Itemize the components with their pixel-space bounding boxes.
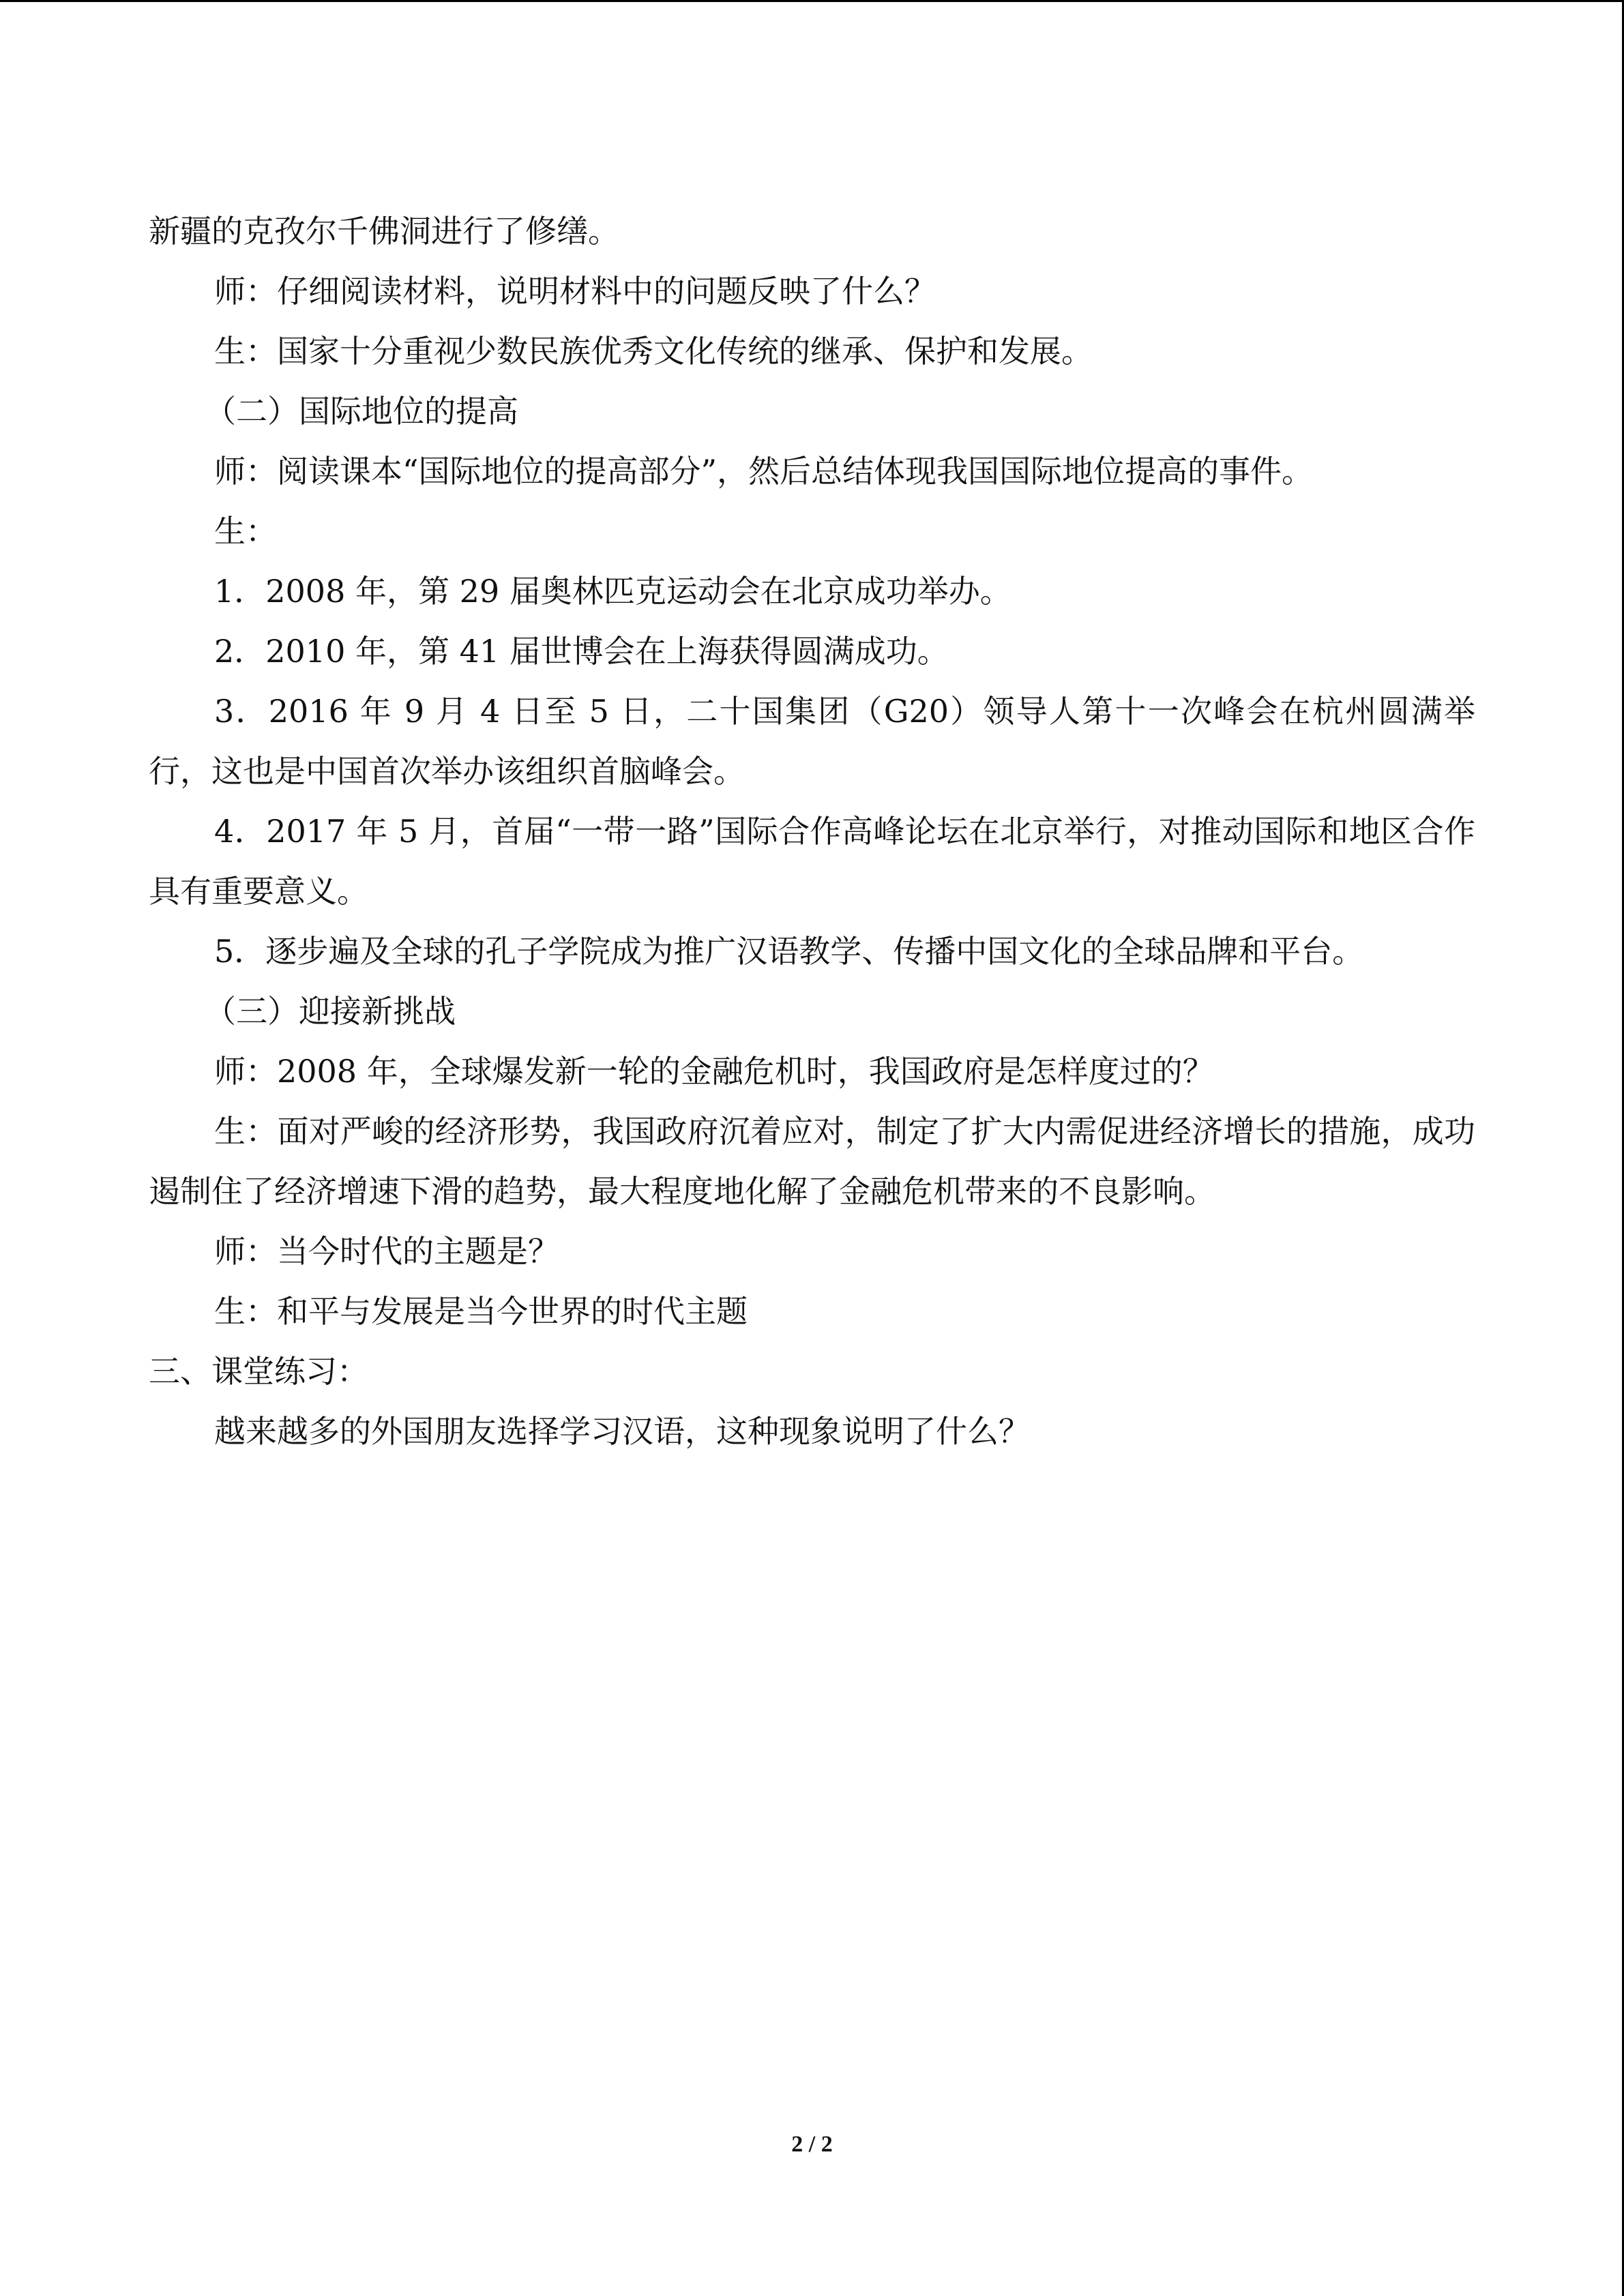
- student-answer-3: 生：面对严峻的经济形势，我国政府沉着应对，制定了扩大内需促进经济增长的措施，成功遏制住了经济增速下滑的趋势，最大程度地化解了金融危机带来的不良影响。: [149, 1113, 1475, 1210]
- list-item-3: 3．2016 年 9 月 4 日至 5 日，二十国集团（G20）领导人第十一次峰会在杭州圆满举行，这也是中国首次举办该组织首脑峰会。: [149, 693, 1475, 790]
- list-item-5: 5．逐步遍及全球的孔子学院成为推广汉语教学、传播中国文化的全球品牌和平台。: [214, 933, 1364, 970]
- page-border-top: [0, 0, 1624, 2]
- section-heading-3: （三）迎接新挑战: [205, 993, 456, 1030]
- teacher-question-4: 师：当今时代的主题是？: [214, 1233, 559, 1270]
- student-answer-1: 生：国家十分重视少数民族优秀文化传统的继承、保护和发展。: [214, 333, 1093, 370]
- student-answer-2-label: 生：: [214, 513, 277, 550]
- teacher-question-2: 师：阅读课本“国际地位的提高部分”，然后总结体现我国国际地位提高的事件。: [214, 453, 1314, 490]
- paragraph-continuation: 新疆的克孜尔千佛洞进行了修缮。: [149, 213, 619, 250]
- list-item-1: 1．2008 年，第 29 届奥林匹克运动会在北京成功举办。: [214, 573, 1012, 610]
- document-body: [149, 201, 1475, 1461]
- section-heading-2: （二）国际地位的提高: [205, 393, 518, 430]
- list-item-4: 4．2017 年 5 月，首届“一带一路”国际合作高峰论坛在北京举行，对推动国际和地区合作具有重要意义。: [149, 813, 1475, 910]
- page-number: 2 / 2: [791, 2132, 833, 2157]
- student-answer-4: 生：和平与发展是当今世界的时代主题: [214, 1293, 748, 1330]
- teacher-question-1: 师：仔细阅读材料，说明材料中的问题反映了什么？: [214, 273, 936, 310]
- list-item-2: 2．2010 年，第 41 届世博会在上海获得圆满成功。: [214, 633, 949, 670]
- teacher-question-3: 师：2008 年，全球爆发新一轮的金融危机时，我国政府是怎样度过的？: [214, 1053, 1214, 1090]
- section-heading-exercise: 三、课堂练习：: [149, 1353, 368, 1390]
- exercise-question: 越来越多的外国朋友选择学习汉语，这种现象说明了什么？: [214, 1413, 1030, 1450]
